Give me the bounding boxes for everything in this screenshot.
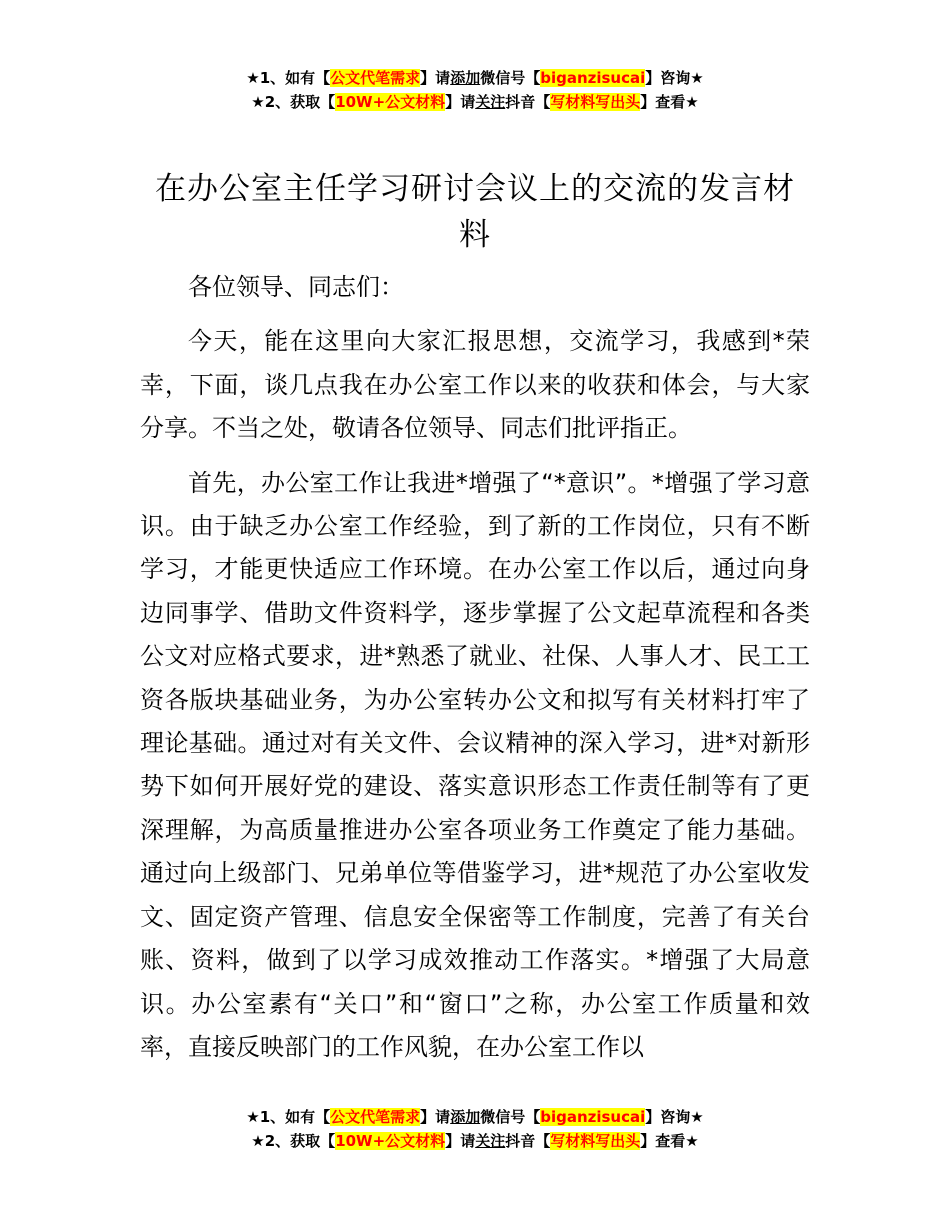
promo-emphasis: 添加 xyxy=(450,1108,481,1126)
promo-line-2 xyxy=(0,90,950,114)
promo-text: 抖音【 xyxy=(505,93,551,111)
header-promo-banner xyxy=(0,66,950,114)
promo-text: 微信号【 xyxy=(480,1108,541,1126)
promo-text: 】咨询★ xyxy=(645,69,704,87)
promo-highlight: 公文代笔需求 xyxy=(330,69,421,87)
promo-highlight: 写材料写出头 xyxy=(550,93,641,111)
promo-highlight: biganzisucai xyxy=(540,69,646,87)
promo-highlight: 10W+公文材料 xyxy=(335,93,446,111)
promo-text: ★1、如有【 xyxy=(246,69,331,87)
promo-text: 】请 xyxy=(445,1132,476,1150)
promo-highlight: 写材料写出头 xyxy=(550,1132,641,1150)
promo-line-2 xyxy=(0,1129,950,1153)
promo-emphasis: 关注 xyxy=(475,93,506,111)
paragraph: 今天，能在这里向大家汇报思想，交流学习，我感到*荣幸，下面，谈几点我在办公室工作以来的收获和体会，与大家分享。不当之处，敬请各位领导、同志们批评指正。 xyxy=(140,327,810,443)
promo-emphasis: 添加 xyxy=(450,69,481,87)
paragraph: 首先，办公室工作让我进*增强了“*意识”。*增强了学习意识。由于缺乏办公室工作经验，到了新的工作岗位，只有不断学习，才能更快适应工作环境。在办公室工作以后，通过向身边同事学、借助文件资料学，逐步掌握了公文起草流程和各类公文对应格式要求，进*熟悉了就业、社保、人事人才、民工工资各版块基础业务，为办公室转办公文和拟写有关材料打牢了理论基础。通过对有关文件、会议精神的深入学习，进*对新形势下如何开展好党的建设、落实意识形态工作责任制等有了更深理解，为高质量推进办公室各项业务工作奠定了能力基础。通过向上级部门、兄弟单位等借鉴学习，进*规范了办公室收发文、固定资产管理、信息安全保密等工作制度，完善了有关台账、资料，做到了以学习成效推动工作落实。*增强了大局意识。办公室素有“关口”和“窗口”之称，办公室工作质量和效率，直接反映部门的工作风貌，在办公室工作以 xyxy=(140,468,810,1061)
salutation: 各位领导、同志们： xyxy=(188,273,404,301)
promo-highlight: 公文代笔需求 xyxy=(330,1108,421,1126)
promo-text: 微信号【 xyxy=(480,69,541,87)
promo-text: 】请 xyxy=(420,1108,451,1126)
promo-text: ★2、获取【 xyxy=(251,1132,336,1150)
promo-line-1 xyxy=(0,1105,950,1129)
promo-text: 】咨询★ xyxy=(645,1108,704,1126)
promo-text: 】请 xyxy=(420,69,451,87)
promo-text: 】请 xyxy=(445,93,476,111)
promo-emphasis: 关注 xyxy=(475,1132,506,1150)
promo-highlight: 10W+公文材料 xyxy=(335,1132,446,1150)
document-body xyxy=(140,266,810,1069)
footer-promo-banner xyxy=(0,1105,950,1153)
document-title: 在办公室主任学习研讨会议上的交流的发言材料 xyxy=(155,171,795,253)
promo-highlight: biganzisucai xyxy=(540,1108,646,1126)
promo-line-1 xyxy=(0,66,950,90)
promo-text: 】查看★ xyxy=(640,1132,699,1150)
promo-text: 抖音【 xyxy=(505,1132,551,1150)
promo-text: ★1、如有【 xyxy=(246,1108,331,1126)
promo-text: ★2、获取【 xyxy=(251,93,336,111)
promo-text: 】查看★ xyxy=(640,93,699,111)
